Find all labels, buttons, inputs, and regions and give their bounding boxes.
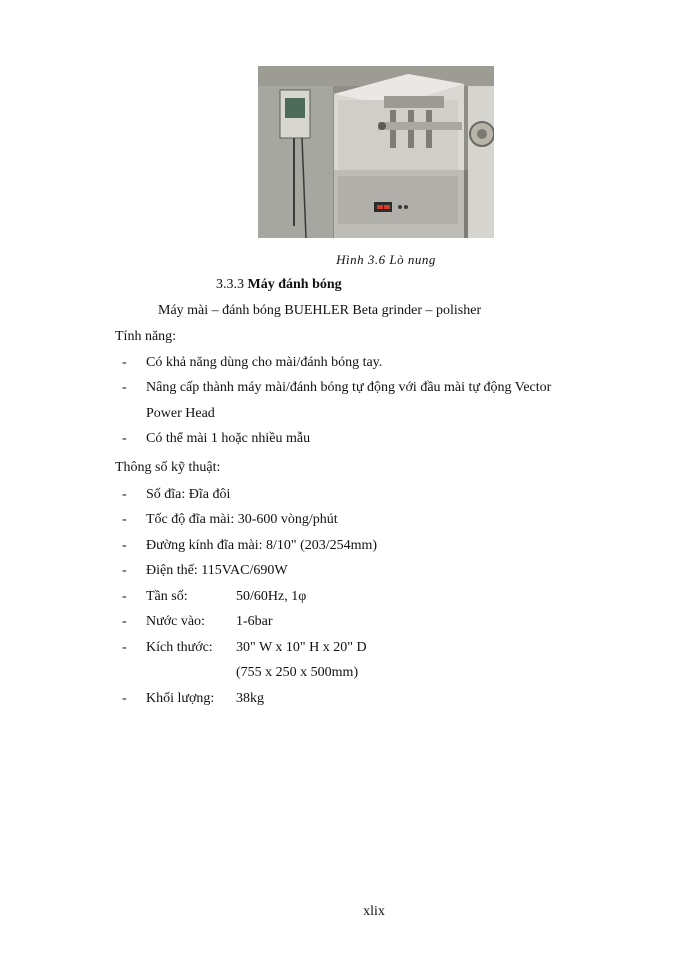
list-dash: - <box>122 614 127 629</box>
intro-text: Máy mài – đánh bóng BUEHLER Beta grinder – polisher <box>158 303 482 318</box>
figure-caption: Hình 3.6 Lò nung <box>336 252 436 267</box>
list-dash: - <box>122 380 127 395</box>
list-item-text: Có thể mài 1 hoặc nhiều mẫu <box>146 431 311 446</box>
section-title: Máy đánh bóng <box>247 277 342 292</box>
list-item-text: Có khả năng dùng cho mài/đánh bóng tay. <box>146 355 383 370</box>
list-dash: - <box>122 431 127 446</box>
spec-value-continuation: (755 x 250 x 500mm) <box>236 665 359 680</box>
list-dash: - <box>122 512 127 527</box>
spec-label: Kích thước: <box>146 640 213 655</box>
spec-text: Điện thế: 115VAC/690W <box>146 563 288 578</box>
list-dash: - <box>122 563 127 578</box>
list-dash: - <box>122 691 127 706</box>
list-item-continuation: Power Head <box>146 406 215 421</box>
spec-value: 50/60Hz, 1φ <box>236 589 307 604</box>
list-item-text: Nâng cấp thành máy mài/đánh bóng tự động với đầu mài tự động Vector <box>146 380 552 395</box>
spec-label: Nước vào: <box>146 614 205 629</box>
spec-value: 38kg <box>236 691 264 706</box>
list-dash: - <box>122 538 127 553</box>
list-dash: - <box>122 589 127 604</box>
list-dash: - <box>122 355 127 370</box>
specs-heading: Thông số kỹ thuật: <box>115 460 221 475</box>
spec-value: 30" W x 10" H x 20" D <box>236 640 367 655</box>
features-heading: Tính năng: <box>115 329 177 344</box>
spec-text: Tốc độ đĩa mài: 30-600 vòng/phút <box>146 512 338 527</box>
page-number: xlix <box>363 904 385 919</box>
section-heading <box>216 276 342 294</box>
furnace-photo <box>258 66 494 238</box>
spec-label: Khối lượng: <box>146 691 215 706</box>
spec-value: 1-6bar <box>236 614 273 629</box>
list-dash: - <box>122 487 127 502</box>
spec-label: Tần số: <box>146 589 188 604</box>
spec-text: Số đĩa: Đĩa đôi <box>146 487 231 502</box>
list-dash: - <box>122 640 127 655</box>
spec-text: Đường kính đĩa mài: 8/10" (203/254mm) <box>146 538 378 553</box>
section-number: 3.3.3 <box>216 277 244 292</box>
